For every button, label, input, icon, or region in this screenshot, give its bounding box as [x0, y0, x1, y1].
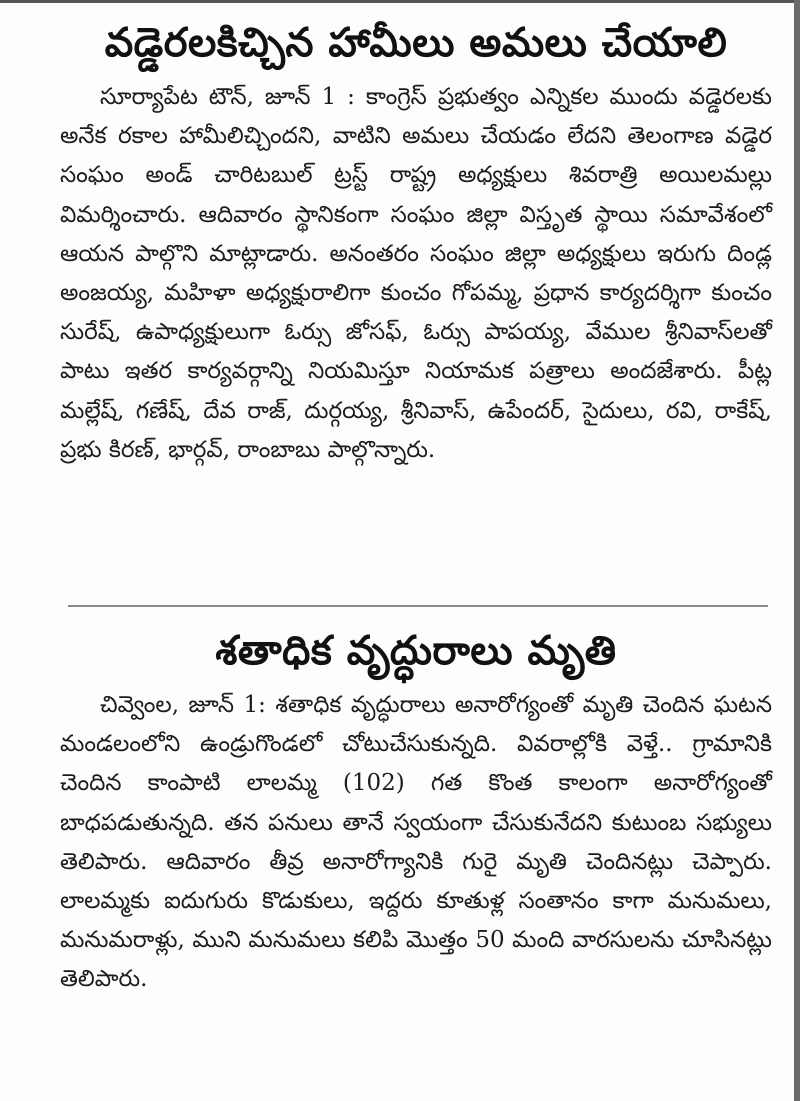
article-2-body: చివ్వెంల, జూన్ 1: శతాధిక వృద్ధురాలు అనారోగ్యంతో మృతి చెందిన ఘటన మండలంలోని ఉండ్రుగొండలో చోటుచేసుకున్నది. వివరాల్లోకి వెళ్తే.. గ్రామానికి చెందిన కాంపాటి లాలమ్మ (102) గత కొంత కాలంగా అనారోగ్యంతో బాధపడుతున్నది. తన పనులు తానే స్వయంగా చేసుకునేదని కుటుంబ సభ్యులు తెలిపారు. ఆదివారం తీవ్ర అనారోగ్యానికి గురై మృతి చెందినట్లు చెప్పారు. లాలమ్మకు ఐదుగురు కొడుకులు, ఇద్దరు కూతుళ్ల సంతానం కాగా మనుమలు, మనుమరాళ్లు, ముని మనుమలు కలిపి మొత్తం 50 మంది వారసులను చూసినట్లు తెలిపారు. [60, 692, 772, 993]
article-divider [68, 605, 768, 607]
clipping-right-border [794, 0, 800, 1101]
article-2-headline: శతాధిక వృద్ధురాలు మృతి [215, 628, 617, 674]
article-centenarian-death [60, 618, 772, 1000]
article-1-headline: వడ్డెరలకిచ్చిన హామీలు అమలు చేయాలి [104, 20, 728, 66]
article-promises [60, 10, 772, 470]
clipping-top-border [0, 0, 800, 3]
article-1-body: సూర్యాపేట టౌన్, జూన్ 1 : కాంగ్రెస్ ప్రభుత్వం ఎన్నికల ముందు వడ్డెరలకు అనేక రకాల హామీలిచ్చిందని, వాటిని అమలు చేయడం లేదని తెలంగాణ వడ్డెర సంఘం అండ్ చారిటబుల్ ట్రస్ట్ రాష్ట్ర అధ్యక్షులు శివరాత్రి అయిలమల్లు విమర్శించారు. ఆదివారం స్థానికంగా సంఘం జిల్లా విస్తృత స్థాయి సమావేశంలో ఆయన పాల్గొని మాట్లాడారు. అనంతరం సంఘం జిల్లా అధ్యక్షులు ఇరుగు దిండ్ల అంజయ్య, మహిళా అధ్యక్షురాలిగా కుంచం గోపమ్మ, ప్రధాన కార్యదర్శిగా కుంచం సురేష్, ఉపాధ్యక్షులుగా ఓర్సు జోసఫ్, ఓర్సు పాపయ్య, వేముల శ్రీనివాస్‌లతో పాటు ఇతర కార్యవర్గాన్ని నియమిస్తూ నియామక పత్రాలు అందజేశారు. పీట్ల మల్లేష్, గణేష్, దేవ రాజ్, దుర్గయ్య, శ్రీనివాస్, ఉపేందర్, సైదులు, రవి, రాకేష్, ప్రభు కిరణ్, భార్గవ్, రాంబాబు పాల్గొన్నారు. [60, 84, 772, 463]
